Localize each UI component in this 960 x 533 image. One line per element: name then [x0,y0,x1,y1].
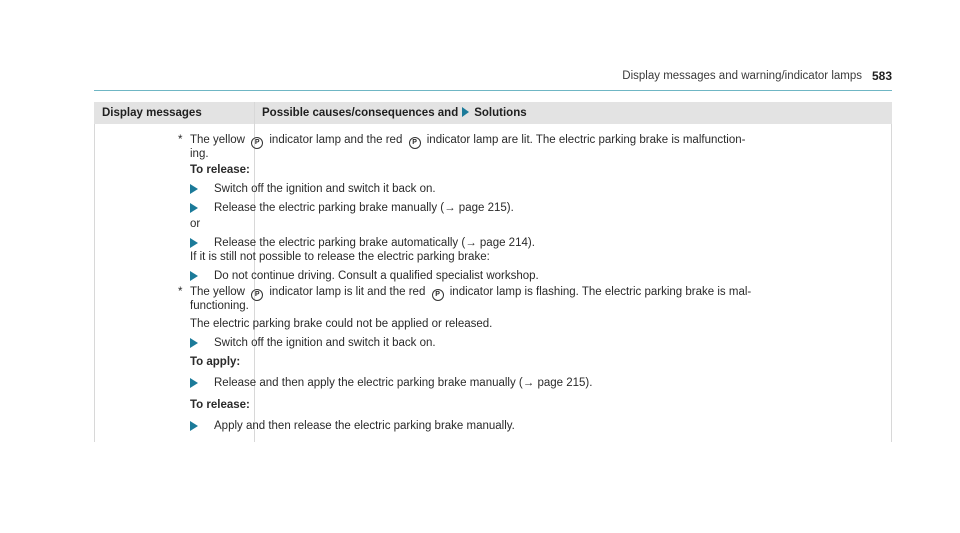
arrow-right-icon [190,421,198,431]
cause-2-line-3: The electric parking brake could not be applied or released. [190,318,493,330]
col-header-solutions-label: Solutions [474,107,527,119]
col-header-causes [262,107,527,119]
header-rule [94,90,892,91]
or-label: or [190,218,201,230]
parking-brake-icon: P [251,137,263,149]
parking-brake-icon: P [409,137,421,149]
section-title: Display messages and warning/indicator lamps [622,70,862,82]
arrow-right-icon [462,107,469,117]
to-apply-heading: To apply: [190,356,241,368]
arrow-right-icon [190,378,198,388]
page-header [0,68,892,90]
parking-brake-icon: P [251,289,263,301]
arrow-right-icon [190,338,198,348]
step-note: If it is still not possible to release the electric parking brake: [190,251,490,263]
to-release-heading: To release: [190,164,250,176]
table-border-left [94,124,95,442]
cause-1-line-1: * The yellow P indicator lamp and the red P indicator lamp are lit. The electric parking brake is malfunction- [190,133,745,149]
parking-brake-icon: P [432,289,444,301]
cause-2-line-1: * The yellow P indicator lamp is lit and the red P indicator lamp is flashing. The electric parking brake is mal- [190,285,751,301]
bullet-star: * [178,286,183,298]
col-header-display-messages: Display messages [102,107,202,119]
cause-1-line-2: ing. [190,148,209,160]
col-header-causes-label: Possible causes/consequences and [262,107,459,119]
arrow-right-icon [190,203,198,213]
bullet-star: * [178,134,183,146]
table-border-right [891,124,892,442]
to-release-heading: To release: [190,399,250,411]
cause-2-line-2: functioning. [190,300,249,312]
arrow-right-icon [190,238,198,248]
page-number: 583 [871,69,892,83]
table-header [94,102,892,124]
arrow-right-icon [190,184,198,194]
arrow-right-icon [190,271,198,281]
